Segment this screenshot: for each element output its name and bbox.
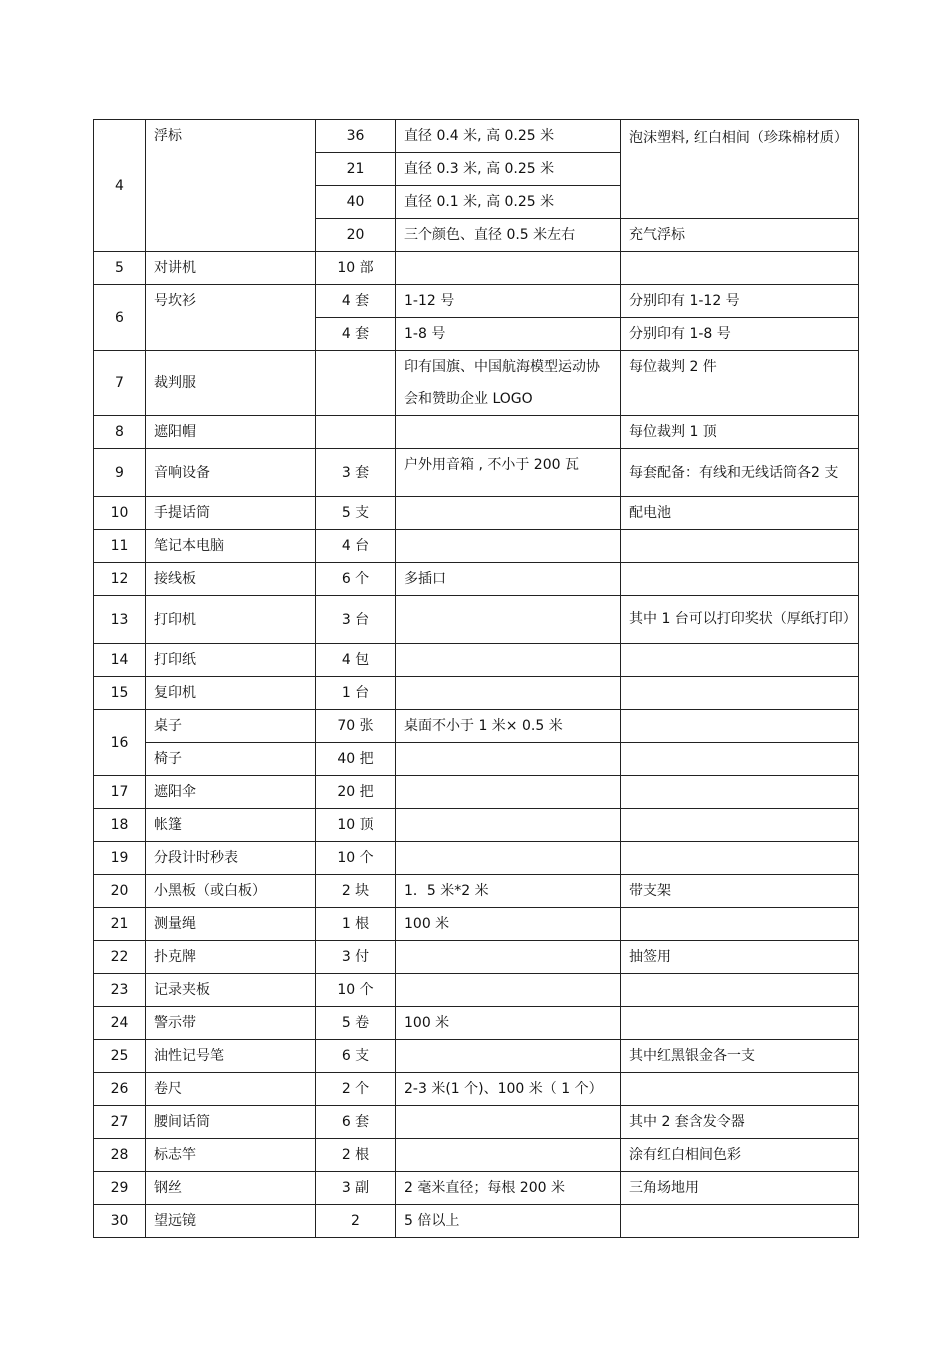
item-name: 小黑板（或白板） [146, 875, 316, 908]
item-quantity: 4 包 [316, 644, 396, 677]
item-note: 带支架 [621, 875, 859, 908]
item-quantity: 20 把 [316, 776, 396, 809]
item-name: 对讲机 [146, 252, 316, 285]
item-spec [396, 842, 621, 875]
item-note [621, 644, 859, 677]
item-name: 笔记本电脑 [146, 530, 316, 563]
item-name: 分段计时秒表 [146, 842, 316, 875]
item-quantity: 40 把 [316, 743, 396, 776]
item-note: 充气浮标 [621, 219, 859, 252]
item-name: 标志竿 [146, 1139, 316, 1172]
row-number: 9 [94, 449, 146, 497]
item-quantity: 6 个 [316, 563, 396, 596]
table-row [94, 252, 859, 285]
item-note: 分别印有 1-12 号 [621, 285, 859, 318]
item-spec [396, 530, 621, 563]
item-note [621, 710, 859, 743]
item-name: 号坎衫 [146, 285, 316, 351]
table-row [94, 449, 859, 497]
item-spec: 2-3 米(1 个)、100 米（ 1 个） [396, 1073, 621, 1106]
item-spec: 1．5 米*2 米 [396, 875, 621, 908]
item-quantity: 6 套 [316, 1106, 396, 1139]
item-name: 卷尺 [146, 1073, 316, 1106]
item-spec: 直径 0.3 米, 高 0.25 米 [396, 153, 621, 186]
equipment-table [93, 119, 859, 1238]
row-number: 13 [94, 596, 146, 644]
row-number: 10 [94, 497, 146, 530]
item-spec [396, 677, 621, 710]
item-quantity: 3 套 [316, 449, 396, 497]
item-spec: 多插口 [396, 563, 621, 596]
item-quantity: 3 付 [316, 941, 396, 974]
table-row [94, 710, 859, 743]
item-name: 浮标 [146, 120, 316, 252]
row-number: 8 [94, 416, 146, 449]
item-spec: 1-12 号 [396, 285, 621, 318]
item-name: 腰间话筒 [146, 1106, 316, 1139]
item-note [621, 974, 859, 1007]
item-name: 打印纸 [146, 644, 316, 677]
item-quantity: 6 支 [316, 1040, 396, 1073]
table-row [94, 285, 859, 318]
table-row [94, 1073, 859, 1106]
table-row [94, 1139, 859, 1172]
table-row [94, 974, 859, 1007]
item-name: 望远镜 [146, 1205, 316, 1238]
item-note [621, 530, 859, 563]
item-note: 分别印有 1-8 号 [621, 318, 859, 351]
item-spec [396, 644, 621, 677]
item-note [621, 842, 859, 875]
item-quantity: 20 [316, 219, 396, 252]
table-row [94, 563, 859, 596]
row-number: 15 [94, 677, 146, 710]
table-row [94, 596, 859, 644]
table-row [94, 120, 859, 153]
item-quantity: 5 卷 [316, 1007, 396, 1040]
row-number: 16 [94, 710, 146, 776]
item-spec [396, 416, 621, 449]
item-quantity: 2 根 [316, 1139, 396, 1172]
item-spec: 印有国旗、中国航海模型运动协会和赞助企业 LOGO [396, 351, 621, 416]
table-row [94, 809, 859, 842]
table-row [94, 351, 859, 416]
table-row [94, 497, 859, 530]
item-spec: 100 米 [396, 1007, 621, 1040]
table-row [94, 677, 859, 710]
row-number: 23 [94, 974, 146, 1007]
item-quantity [316, 416, 396, 449]
table-row [94, 416, 859, 449]
row-number: 14 [94, 644, 146, 677]
item-name: 遮阳帽 [146, 416, 316, 449]
item-quantity: 3 副 [316, 1172, 396, 1205]
table-row [94, 530, 859, 563]
item-quantity: 1 根 [316, 908, 396, 941]
row-number: 24 [94, 1007, 146, 1040]
table-row [94, 743, 859, 776]
row-number: 11 [94, 530, 146, 563]
item-note: 每套配备：有线和无线话筒各2 支 [621, 449, 859, 497]
row-number: 20 [94, 875, 146, 908]
item-name: 测量绳 [146, 908, 316, 941]
item-note: 抽签用 [621, 941, 859, 974]
item-note [621, 1073, 859, 1106]
row-number: 17 [94, 776, 146, 809]
row-number: 26 [94, 1073, 146, 1106]
row-number: 30 [94, 1205, 146, 1238]
item-note: 其中 1 台可以打印奖状（厚纸打印） [621, 596, 859, 644]
item-quantity: 10 部 [316, 252, 396, 285]
item-spec: 三个颜色、直径 0.5 米左右 [396, 219, 621, 252]
row-number: 5 [94, 252, 146, 285]
item-note: 每位裁判 2 件 [621, 351, 859, 416]
item-note [621, 1205, 859, 1238]
item-note: 配电池 [621, 497, 859, 530]
item-name: 椅子 [146, 743, 316, 776]
item-note [621, 743, 859, 776]
item-spec: 直径 0.1 米, 高 0.25 米 [396, 186, 621, 219]
item-name: 裁判服 [146, 351, 316, 416]
item-note [621, 809, 859, 842]
item-spec: 直径 0.4 米, 高 0.25 米 [396, 120, 621, 153]
item-name: 遮阳伞 [146, 776, 316, 809]
item-quantity [316, 351, 396, 416]
row-number: 27 [94, 1106, 146, 1139]
item-name: 扑克牌 [146, 941, 316, 974]
item-quantity: 4 套 [316, 285, 396, 318]
table-row [94, 776, 859, 809]
item-spec: 5 倍以上 [396, 1205, 621, 1238]
item-quantity: 10 个 [316, 842, 396, 875]
item-note: 其中 2 套含发令器 [621, 1106, 859, 1139]
item-spec: 户外用音箱 , 不小于 200 瓦 [396, 449, 621, 497]
item-spec: 100 米 [396, 908, 621, 941]
item-spec [396, 596, 621, 644]
table-row [94, 1172, 859, 1205]
item-name: 油性记号笔 [146, 1040, 316, 1073]
row-number: 19 [94, 842, 146, 875]
item-note: 每位裁判 1 顶 [621, 416, 859, 449]
item-name: 手提话筒 [146, 497, 316, 530]
item-note: 其中红黑银金各一支 [621, 1040, 859, 1073]
item-name: 帐篷 [146, 809, 316, 842]
item-quantity: 2 个 [316, 1073, 396, 1106]
item-note [621, 776, 859, 809]
row-number: 29 [94, 1172, 146, 1205]
table-row [94, 1205, 859, 1238]
item-quantity: 2 [316, 1205, 396, 1238]
row-number: 6 [94, 285, 146, 351]
item-name: 记录夹板 [146, 974, 316, 1007]
item-name: 复印机 [146, 677, 316, 710]
item-note [621, 1007, 859, 1040]
item-spec [396, 1106, 621, 1139]
item-quantity: 4 台 [316, 530, 396, 563]
row-number: 18 [94, 809, 146, 842]
item-spec [396, 1040, 621, 1073]
item-spec [396, 776, 621, 809]
item-spec [396, 743, 621, 776]
table-row [94, 842, 859, 875]
item-spec [396, 1139, 621, 1172]
item-note [621, 677, 859, 710]
item-note [621, 252, 859, 285]
item-quantity: 40 [316, 186, 396, 219]
row-number: 25 [94, 1040, 146, 1073]
item-note: 涂有红白相间色彩 [621, 1139, 859, 1172]
item-name: 桌子 [146, 710, 316, 743]
table-row [94, 1040, 859, 1073]
row-number: 22 [94, 941, 146, 974]
item-note: 泡沫塑料, 红白相间（珍珠棉材质） [621, 120, 859, 219]
row-number: 28 [94, 1139, 146, 1172]
item-spec [396, 974, 621, 1007]
item-spec [396, 809, 621, 842]
item-note: 三角场地用 [621, 1172, 859, 1205]
item-quantity: 10 个 [316, 974, 396, 1007]
item-spec [396, 252, 621, 285]
item-spec [396, 497, 621, 530]
row-number: 4 [94, 120, 146, 252]
item-quantity: 4 套 [316, 318, 396, 351]
table-row [94, 875, 859, 908]
table-row [94, 644, 859, 677]
item-spec [396, 941, 621, 974]
item-quantity: 70 张 [316, 710, 396, 743]
item-note [621, 563, 859, 596]
row-number: 7 [94, 351, 146, 416]
item-quantity: 5 支 [316, 497, 396, 530]
item-name: 接线板 [146, 563, 316, 596]
item-quantity: 2 块 [316, 875, 396, 908]
item-note [621, 908, 859, 941]
table-row [94, 1106, 859, 1139]
item-name: 钢丝 [146, 1172, 316, 1205]
item-spec: 桌面不小于 1 米× 0.5 米 [396, 710, 621, 743]
item-quantity: 1 台 [316, 677, 396, 710]
item-quantity: 10 顶 [316, 809, 396, 842]
item-spec: 1-8 号 [396, 318, 621, 351]
row-number: 12 [94, 563, 146, 596]
table-row [94, 908, 859, 941]
item-quantity: 21 [316, 153, 396, 186]
item-quantity: 36 [316, 120, 396, 153]
row-number: 21 [94, 908, 146, 941]
item-name: 音响设备 [146, 449, 316, 497]
item-name: 打印机 [146, 596, 316, 644]
item-name: 警示带 [146, 1007, 316, 1040]
item-spec: 2 毫米直径；每根 200 米 [396, 1172, 621, 1205]
table-row [94, 1007, 859, 1040]
table-row [94, 941, 859, 974]
item-quantity: 3 台 [316, 596, 396, 644]
